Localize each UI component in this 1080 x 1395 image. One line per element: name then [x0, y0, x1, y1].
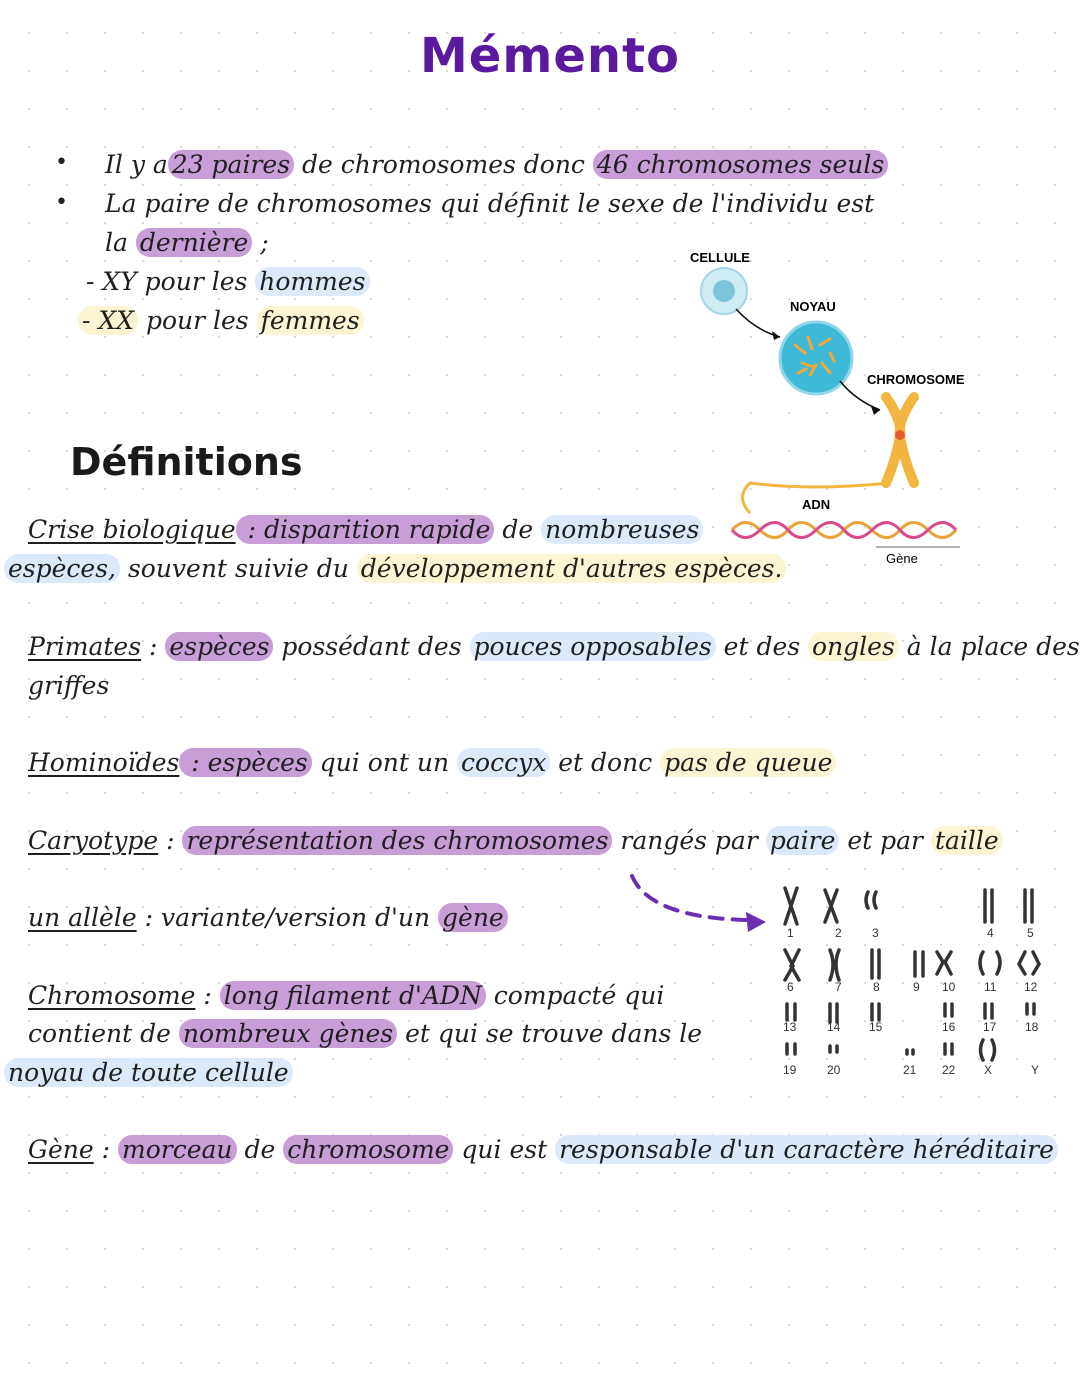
text-segment: de	[494, 515, 542, 544]
def-crise-line-1	[28, 511, 703, 549]
text-segment: souvent suivie du	[120, 554, 357, 583]
text-segment: espèces	[165, 632, 273, 661]
karyo-label: X	[984, 1063, 993, 1077]
karyo-label: 16	[942, 1020, 956, 1034]
text-segment: :	[195, 981, 220, 1010]
text-segment: pouces opposables	[470, 632, 716, 661]
cell-nucleus-icon	[713, 280, 735, 302]
text-segment: : variante/version d'un	[136, 903, 439, 932]
term-gene: Gène	[28, 1135, 94, 1164]
text-segment: et par	[839, 826, 931, 855]
sex-line-male: - XY pour les hommes	[86, 263, 370, 301]
karyo-label: 22	[942, 1063, 956, 1077]
dashed-arrow	[620, 870, 770, 940]
text-segment: griffes	[28, 671, 110, 700]
term-chromosome: Chromosome	[28, 981, 196, 1010]
text-segment: :	[158, 826, 183, 855]
text-segment: :	[141, 632, 166, 661]
text-segment: compacté qui	[485, 981, 665, 1010]
def-crise-line-2	[4, 550, 786, 588]
text-segment: développement d'autres espèces.	[357, 554, 787, 583]
label-chromosome: CHROMOSOME	[867, 372, 965, 387]
karyo-label: 20	[827, 1063, 841, 1077]
page-title: Mémento	[420, 28, 680, 84]
karyo-label: 3	[872, 926, 879, 940]
text-segment: coccyx	[457, 748, 550, 777]
bullet-line-3: la dernière ;	[105, 228, 269, 257]
text-segment: et qui se trouve dans le	[397, 1019, 703, 1048]
label-noyau: NOYAU	[790, 299, 836, 314]
text-segment: taille	[931, 826, 1003, 855]
karyo-label: 2	[835, 926, 842, 940]
karyo-label: 21	[903, 1063, 917, 1077]
text-segment: de	[236, 1135, 284, 1164]
def-gene	[28, 1131, 1058, 1169]
text-segment: La paire de chromosomes qui définit le sexe de l'individu est	[105, 189, 875, 218]
text-segment: : disparition rapide	[236, 515, 495, 544]
bullet-line-2	[105, 185, 874, 223]
def-chromosome-line-1	[28, 977, 664, 1015]
karyo-label: 8	[873, 980, 880, 994]
text-segment: de chromosomes donc	[294, 150, 593, 179]
karyo-label: 11	[984, 980, 997, 994]
text-segment: 46 chromosomes seuls	[593, 150, 888, 179]
text-segment: gène	[438, 903, 508, 932]
karyotype-figure	[775, 880, 1055, 1080]
dashed-arrow-line	[632, 876, 748, 920]
text-segment: 23 paires	[168, 150, 294, 179]
term-primates: Primates	[28, 632, 142, 661]
text-segment: paire	[766, 826, 840, 855]
bullet-dot: •	[55, 150, 68, 175]
text-segment: :	[93, 1135, 118, 1164]
label-gene: Gène	[886, 551, 918, 566]
text-segment: qui est	[453, 1135, 556, 1164]
karyo-label: 1	[787, 926, 794, 940]
text-segment: rangés par	[612, 826, 766, 855]
text-segment: responsable d'un caractère héréditaire	[555, 1135, 1058, 1164]
text-segment: à la place des	[898, 632, 1080, 661]
text-segment: : espèces	[179, 748, 311, 777]
karyo-label: 9	[913, 980, 920, 994]
term-allele: un allèle	[28, 903, 137, 932]
karyo-label: 6	[787, 980, 794, 994]
label-cellule: CELLULE	[690, 250, 750, 265]
karyo-label: 4	[987, 926, 994, 940]
text-segment: nombreuses	[541, 515, 703, 544]
def-primates-line-2	[28, 667, 109, 705]
label-adn: ADN	[802, 497, 831, 512]
text-segment: possédant des	[273, 632, 470, 661]
term-hominoides: Hominoïdes	[28, 748, 180, 777]
def-caryotype	[28, 822, 1003, 860]
karyo-label: 15	[869, 1020, 883, 1034]
text-segment: espèces,	[4, 554, 120, 583]
def-allele	[28, 899, 508, 937]
text-segment: qui ont un	[311, 748, 458, 777]
karyo-label: 7	[835, 980, 842, 994]
karyo-label: 13	[783, 1020, 797, 1034]
bullet-line-1	[105, 146, 888, 184]
karyo-label: 12	[1024, 980, 1038, 994]
text-segment: représentation des chromosomes	[182, 826, 612, 855]
def-primates-line-1	[28, 628, 1080, 666]
text-segment: morceau	[118, 1135, 237, 1164]
karyo-label: 18	[1025, 1020, 1039, 1034]
text-segment: ongles	[808, 632, 899, 661]
def-hominoides	[28, 744, 836, 782]
karyo-label: 19	[783, 1063, 797, 1077]
text-segment: chromosome	[283, 1135, 453, 1164]
text-segment: contient de	[28, 1019, 179, 1048]
def-chromosome-line-3	[4, 1054, 293, 1092]
karyo-label: Y	[1031, 1063, 1040, 1077]
term-crise: Crise biologique	[28, 515, 236, 544]
term-caryotype: Caryotype	[28, 826, 159, 855]
text-segment: et des	[715, 632, 809, 661]
sex-line-female: - XX pour les femmes	[78, 302, 364, 340]
text-segment: pas de queue	[660, 748, 836, 777]
def-chromosome-line-2	[28, 1015, 702, 1053]
section-title: Définitions	[70, 440, 303, 484]
karyo-label: 14	[827, 1020, 841, 1034]
arrowhead-icon	[772, 331, 780, 340]
text-segment: nombreux gènes	[179, 1019, 397, 1048]
centromere-icon	[895, 430, 905, 440]
text-segment: noyau de toute cellule	[4, 1058, 293, 1087]
text-segment: et donc	[550, 748, 661, 777]
arrowhead-icon	[746, 912, 766, 932]
text-segment: long filament d'ADN	[220, 981, 486, 1010]
karyo-label: 17	[983, 1020, 997, 1034]
karyo-label: 10	[942, 980, 956, 994]
bullet-dot: •	[55, 190, 68, 215]
karyo-label: 5	[1027, 926, 1034, 940]
cell-dna-diagram	[690, 245, 990, 575]
text-segment: Il y a	[105, 150, 168, 179]
